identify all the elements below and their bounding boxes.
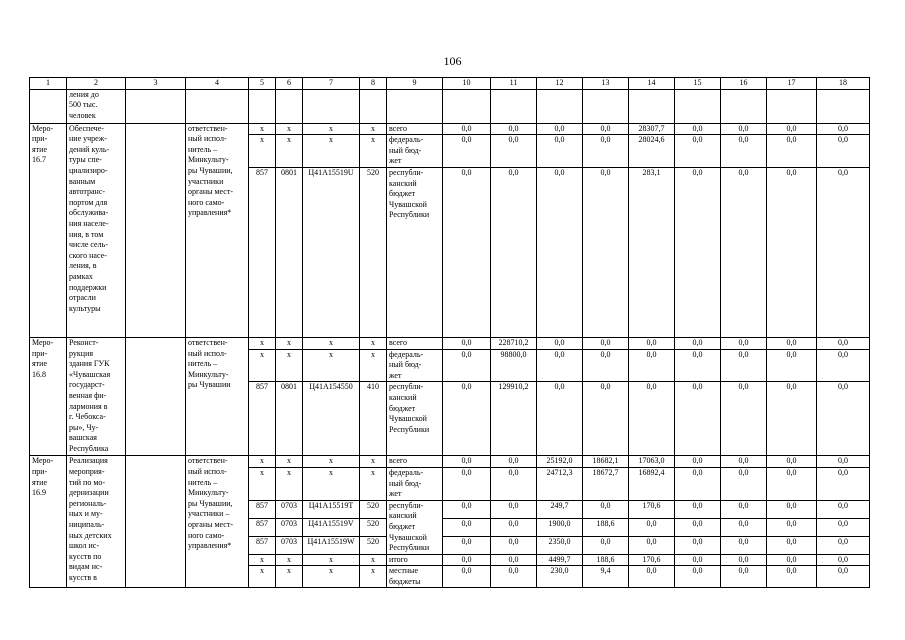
amount-cell: 0,0 — [817, 500, 870, 518]
section-code: x — [276, 337, 303, 349]
amount-cell: 0,0 — [675, 167, 721, 337]
col-header-8: 8 — [360, 78, 387, 90]
amount-cell: 0,0 — [491, 456, 537, 468]
col-header-10: 10 — [443, 78, 491, 90]
event-number: Меро- при- ятие 16.8 — [30, 337, 67, 455]
page-number: 106 — [443, 54, 462, 68]
funding-source: всего — [387, 456, 443, 468]
event-number: Меро- при- ятие 16.9 — [30, 456, 67, 588]
col-header-6: 6 — [276, 78, 303, 90]
amount-cell: 0,0 — [817, 566, 870, 588]
funding-table — [29, 77, 870, 588]
table-body — [30, 78, 870, 588]
table-row — [30, 456, 870, 468]
table-row — [30, 123, 870, 135]
grbs-code: 857 — [249, 518, 276, 536]
amount-cell: 0,0 — [675, 500, 721, 518]
amount-cell: 0,0 — [443, 382, 491, 456]
continuation-col11 — [491, 89, 537, 123]
continuation-col12 — [537, 89, 583, 123]
amount-cell: 0,0 — [721, 167, 767, 337]
amount-cell: 0,0 — [583, 123, 629, 135]
expense-type-code: x — [360, 566, 387, 588]
amount-cell: 0,0 — [721, 349, 767, 382]
amount-cell: 24712,3 — [537, 467, 583, 500]
grbs-code: 857 — [249, 382, 276, 456]
col-header-11: 11 — [491, 78, 537, 90]
funding-source: всего — [387, 337, 443, 349]
amount-cell: 0,0 — [767, 518, 817, 536]
expense-type-code: x — [360, 456, 387, 468]
expense-type-code: x — [360, 135, 387, 168]
amount-cell: 188,6 — [583, 554, 629, 566]
amount-cell: 129910,2 — [491, 382, 537, 456]
section-code: x — [276, 456, 303, 468]
section-code: 0801 — [276, 382, 303, 456]
target-article-code: x — [303, 467, 360, 500]
funding-source: республи- канский бюджет Чувашской Республики — [387, 167, 443, 337]
amount-cell: 0,0 — [675, 123, 721, 135]
amount-cell: 0,0 — [443, 500, 491, 518]
event-title: Обеспече- ние учреж- дений куль- туры спе- циализиро- ванным автотранс- портом для обслужива- ния населе- ния, в том числе сель- ского насе- ления, в рамках поддержки отрасли культуры — [67, 123, 126, 337]
funding-source: федераль- ный бюд- жет — [387, 467, 443, 500]
amount-cell: 0,0 — [767, 123, 817, 135]
amount-cell: 0,0 — [491, 566, 537, 588]
executor-cell: ответствен- ный испол- нитель – Минкульту- ры Чувашии, участники – органы мест- ного само- управления* — [186, 456, 249, 588]
amount-cell: 0,0 — [537, 135, 583, 168]
target-article-code: x — [303, 337, 360, 349]
amount-cell: 0,0 — [491, 135, 537, 168]
section-code: 0703 — [276, 536, 303, 554]
col-header-13: 13 — [583, 78, 629, 90]
amount-cell: 0,0 — [675, 382, 721, 456]
amount-cell: 0,0 — [491, 500, 537, 518]
col-header-7: 7 — [303, 78, 360, 90]
amount-cell: 0,0 — [675, 518, 721, 536]
col3-cell — [126, 123, 186, 337]
grbs-code: x — [249, 456, 276, 468]
amount-cell: 0,0 — [721, 536, 767, 554]
amount-cell: 0,0 — [537, 337, 583, 349]
amount-cell: 0,0 — [491, 518, 537, 536]
amount-cell: 283,1 — [629, 167, 675, 337]
amount-cell: 0,0 — [491, 554, 537, 566]
event-number: Меро- при- ятие 16.7 — [30, 123, 67, 337]
col3-cell — [126, 337, 186, 455]
amount-cell: 0,0 — [443, 467, 491, 500]
continuation-col15 — [675, 89, 721, 123]
amount-cell: 0,0 — [443, 337, 491, 349]
amount-cell: 0,0 — [537, 382, 583, 456]
amount-cell: 0,0 — [491, 536, 537, 554]
continuation-col8 — [360, 89, 387, 123]
amount-cell: 0,0 — [583, 167, 629, 337]
funding-source: местные бюджеты — [387, 566, 443, 588]
amount-cell: 18682,1 — [583, 456, 629, 468]
amount-cell: 0,0 — [583, 349, 629, 382]
grbs-code: x — [249, 467, 276, 500]
col-header-16: 16 — [721, 78, 767, 90]
amount-cell: 4499,7 — [537, 554, 583, 566]
amount-cell: 0,0 — [583, 382, 629, 456]
amount-cell: 0,0 — [583, 500, 629, 518]
amount-cell: 9,4 — [583, 566, 629, 588]
amount-cell: 17063,0 — [629, 456, 675, 468]
amount-cell: 0,0 — [817, 337, 870, 349]
amount-cell: 170,6 — [629, 554, 675, 566]
amount-cell: 0,0 — [721, 500, 767, 518]
executor-cell: ответствен- ный испол- нитель – Минкульту- ры Чувашии — [186, 337, 249, 455]
amount-cell: 0,0 — [817, 123, 870, 135]
funding-source: всего — [387, 123, 443, 135]
amount-cell: 0,0 — [443, 167, 491, 337]
continuation-col16 — [721, 89, 767, 123]
section-code: x — [276, 566, 303, 588]
continuation-col5 — [249, 89, 276, 123]
amount-cell: 2350,0 — [537, 536, 583, 554]
amount-cell: 0,0 — [767, 536, 817, 554]
amount-cell: 25192,0 — [537, 456, 583, 468]
amount-cell: 0,0 — [817, 167, 870, 337]
continuation-row — [30, 89, 870, 123]
grbs-code: 857 — [249, 167, 276, 337]
target-article-code: Ц41А15519W — [303, 536, 360, 554]
amount-cell: 0,0 — [675, 135, 721, 168]
target-article-code: Ц41А154550 — [303, 382, 360, 456]
amount-cell: 0,0 — [443, 456, 491, 468]
amount-cell: 0,0 — [767, 500, 817, 518]
funding-source: федераль- ный бюд- жет — [387, 135, 443, 168]
expense-type-code: x — [360, 467, 387, 500]
amount-cell: 0,0 — [721, 518, 767, 536]
grbs-code: 857 — [249, 536, 276, 554]
section-code: 0801 — [276, 167, 303, 337]
expense-type-code: x — [360, 337, 387, 349]
amount-cell: 0,0 — [721, 337, 767, 349]
expense-type-code: x — [360, 554, 387, 566]
col-header-15: 15 — [675, 78, 721, 90]
target-article-code: x — [303, 554, 360, 566]
amount-cell: 0,0 — [721, 566, 767, 588]
amount-cell: 0,0 — [443, 135, 491, 168]
amount-cell: 170,6 — [629, 500, 675, 518]
amount-cell: 0,0 — [629, 536, 675, 554]
section-code: x — [276, 123, 303, 135]
amount-cell: 249,7 — [537, 500, 583, 518]
amount-cell: 0,0 — [583, 536, 629, 554]
section-code: x — [276, 554, 303, 566]
amount-cell: 0,0 — [817, 536, 870, 554]
amount-cell: 0,0 — [767, 382, 817, 456]
amount-cell: 0,0 — [817, 467, 870, 500]
section-code: x — [276, 467, 303, 500]
expense-type-code: 520 — [360, 500, 387, 518]
expense-type-code: 410 — [360, 382, 387, 456]
amount-cell: 0,0 — [767, 467, 817, 500]
col-header-2: 2 — [67, 78, 126, 90]
amount-cell: 0,0 — [767, 135, 817, 168]
target-article-code: x — [303, 456, 360, 468]
funding-source: итого — [387, 554, 443, 566]
target-article-code: Ц41А15519Т — [303, 500, 360, 518]
amount-cell: 0,0 — [817, 518, 870, 536]
col-header-4: 4 — [186, 78, 249, 90]
amount-cell: 0,0 — [721, 382, 767, 456]
continuation-col10 — [443, 89, 491, 123]
continuation-col9 — [387, 89, 443, 123]
amount-cell: 0,0 — [443, 566, 491, 588]
amount-cell: 0,0 — [721, 123, 767, 135]
amount-cell: 0,0 — [767, 337, 817, 349]
expense-type-code: 520 — [360, 518, 387, 536]
continuation-title: ления до 500 тыс. человек — [67, 89, 126, 123]
target-article-code: x — [303, 135, 360, 168]
amount-cell: 0,0 — [817, 382, 870, 456]
amount-cell: 0,0 — [537, 167, 583, 337]
amount-cell: 0,0 — [675, 337, 721, 349]
amount-cell: 0,0 — [767, 167, 817, 337]
amount-cell: 0,0 — [675, 349, 721, 382]
amount-cell: 0,0 — [817, 554, 870, 566]
target-article-code: Ц41А15519V — [303, 518, 360, 536]
funding-source: республи- канский бюджет Чувашской Республики — [387, 382, 443, 456]
funding-source: республи- канский бюджет Чувашской Республики — [387, 500, 443, 554]
event-title: Реализация мероприя- тий по мо- дернизации региональ- ных и му- ниципаль- ных детских школ ис- кусств по видам ис- кусств в — [67, 456, 126, 588]
amount-cell: 0,0 — [443, 123, 491, 135]
continuation-col13 — [583, 89, 629, 123]
amount-cell: 0,0 — [491, 167, 537, 337]
col-header-5: 5 — [249, 78, 276, 90]
grbs-code: x — [249, 337, 276, 349]
amount-cell: 0,0 — [675, 554, 721, 566]
amount-cell: 0,0 — [767, 554, 817, 566]
amount-cell: 98800,0 — [491, 349, 537, 382]
amount-cell: 0,0 — [817, 456, 870, 468]
grbs-code: x — [249, 123, 276, 135]
continuation-col18 — [817, 89, 870, 123]
amount-cell: 0,0 — [675, 536, 721, 554]
continuation-col14 — [629, 89, 675, 123]
continuation-col17 — [767, 89, 817, 123]
amount-cell: 0,0 — [629, 566, 675, 588]
expense-type-code: 520 — [360, 536, 387, 554]
amount-cell: 230,0 — [537, 566, 583, 588]
funding-source: федераль- ный бюд- жет — [387, 349, 443, 382]
target-article-code: Ц41А15519U — [303, 167, 360, 337]
amount-cell: 0,0 — [629, 349, 675, 382]
amount-cell: 0,0 — [767, 349, 817, 382]
amount-cell: 0,0 — [817, 349, 870, 382]
amount-cell: 16892,4 — [629, 467, 675, 500]
amount-cell: 0,0 — [817, 135, 870, 168]
amount-cell: 18672,7 — [583, 467, 629, 500]
amount-cell: 0,0 — [583, 337, 629, 349]
amount-cell: 0,0 — [537, 123, 583, 135]
col-header-9: 9 — [387, 78, 443, 90]
section-code: 0703 — [276, 500, 303, 518]
amount-cell: 0,0 — [721, 467, 767, 500]
grbs-code: x — [249, 135, 276, 168]
amount-cell: 28307,7 — [629, 123, 675, 135]
col-header-18: 18 — [817, 78, 870, 90]
amount-cell: 0,0 — [443, 536, 491, 554]
amount-cell: 0,0 — [629, 382, 675, 456]
section-code: x — [276, 349, 303, 382]
amount-cell: 0,0 — [491, 467, 537, 500]
grbs-code: 857 — [249, 500, 276, 518]
col-header-14: 14 — [629, 78, 675, 90]
continuation-col4 — [186, 89, 249, 123]
expense-type-code: x — [360, 123, 387, 135]
col3-cell — [126, 456, 186, 588]
continuation-col3 — [126, 89, 186, 123]
amount-cell: 0,0 — [443, 349, 491, 382]
col-header-17: 17 — [767, 78, 817, 90]
amount-cell: 0,0 — [721, 456, 767, 468]
grbs-code: x — [249, 566, 276, 588]
amount-cell: 0,0 — [443, 554, 491, 566]
executor-cell: ответствен- ный испол- нитель – Минкульту- ры Чувашии, участники органы мест- ного само- управления* — [186, 123, 249, 337]
col-header-12: 12 — [537, 78, 583, 90]
amount-cell: 1900,0 — [537, 518, 583, 536]
target-article-code: x — [303, 566, 360, 588]
amount-cell: 0,0 — [675, 456, 721, 468]
event-title: Реконст- рукция здания ГУК «Чувашская государст- венная фи- лармония в г. Чебокса- ры», Чу- вашская Республика — [67, 337, 126, 455]
expense-type-code: x — [360, 349, 387, 382]
amount-cell: 0,0 — [675, 566, 721, 588]
amount-cell: 0,0 — [721, 135, 767, 168]
continuation-col1 — [30, 89, 67, 123]
col-header-1: 1 — [30, 78, 67, 90]
grbs-code: x — [249, 554, 276, 566]
amount-cell: 188,6 — [583, 518, 629, 536]
amount-cell: 0,0 — [629, 518, 675, 536]
amount-cell: 0,0 — [629, 337, 675, 349]
amount-cell: 0,0 — [721, 554, 767, 566]
amount-cell: 0,0 — [537, 349, 583, 382]
table-row — [30, 337, 870, 349]
target-article-code: x — [303, 349, 360, 382]
continuation-col7 — [303, 89, 360, 123]
amount-cell: 0,0 — [491, 123, 537, 135]
col-header-3: 3 — [126, 78, 186, 90]
continuation-col6 — [276, 89, 303, 123]
amount-cell: 0,0 — [443, 518, 491, 536]
amount-cell: 0,0 — [767, 566, 817, 588]
amount-cell: 0,0 — [583, 135, 629, 168]
amount-cell: 28024,6 — [629, 135, 675, 168]
section-code: 0703 — [276, 518, 303, 536]
amount-cell: 0,0 — [767, 456, 817, 468]
expense-type-code: 520 — [360, 167, 387, 337]
column-header-row — [30, 78, 870, 90]
grbs-code: x — [249, 349, 276, 382]
amount-cell: 0,0 — [675, 467, 721, 500]
amount-cell: 228710,2 — [491, 337, 537, 349]
target-article-code: x — [303, 123, 360, 135]
section-code: x — [276, 135, 303, 168]
